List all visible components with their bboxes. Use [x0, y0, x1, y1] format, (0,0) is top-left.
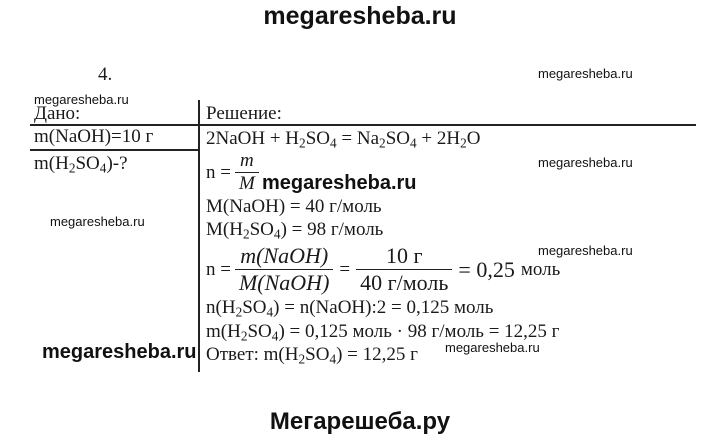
given-mass-naoh: m(NaOH)=10 г — [34, 126, 154, 147]
denominator: M — [235, 172, 259, 195]
watermark: megaresheba.ru — [538, 66, 633, 81]
site-title: megaresheba.ru — [263, 2, 457, 30]
given-rule — [30, 149, 198, 151]
molar-mass-naoh: M(NaOH) = 40 г/моль — [206, 196, 382, 217]
solution-label: Решение: — [206, 103, 282, 124]
watermark: megaresheba.ru — [445, 340, 540, 355]
formula-calculation — [206, 243, 560, 296]
fraction — [356, 243, 452, 296]
fraction — [235, 150, 259, 195]
header-rule — [30, 124, 696, 126]
numerator: m(NaOH) — [240, 243, 329, 268]
watermark: megaresheba.ru — [538, 155, 633, 170]
molar-mass-h2so4: $M(H_2SO_4) = 98$ г/моль — [206, 219, 384, 242]
watermark: megaresheba.ru — [34, 92, 129, 107]
watermark: megaresheba.ru — [50, 214, 145, 229]
reaction-equation: 2NaOH + $H_2SO_4 = Na_2SO_4 + 2H_2O$ — [206, 128, 481, 151]
given-label: Дано: — [34, 103, 81, 124]
watermark-bold: megaresheba.ru — [42, 341, 197, 363]
watermark-bold: megaresheba.ru — [262, 172, 417, 194]
formula-lhs: n = — [206, 161, 231, 183]
result-value: = 0,25 — [458, 256, 515, 282]
denominator: 40 г/моль — [356, 269, 452, 296]
numerator: m — [240, 150, 254, 171]
denominator: M(NaOH) — [235, 269, 333, 296]
numerator: 10 г — [386, 243, 423, 268]
equals-sign: = — [339, 258, 351, 280]
moles-ratio: $n(H_2SO_4)$ = n(NaOH):2 = 0,125 моль — [206, 297, 494, 320]
fraction — [235, 243, 333, 296]
problem-number: 4. — [98, 64, 113, 85]
formula-moles — [206, 150, 259, 195]
mass-calculation: $m(H_2SO_4) = 0,125$ моль · 98 г/моль = 12,25 г — [206, 321, 560, 344]
given-unknown: $m(H_2SO_4)-$? — [34, 153, 128, 176]
formula-lhs: n = — [206, 258, 231, 280]
answer: Ответ: $m(H_2SO_4) = 12,25$ г — [206, 344, 418, 367]
column-divider — [198, 100, 200, 372]
watermark: megaresheba.ru — [538, 243, 633, 258]
result-unit: моль — [520, 258, 561, 280]
site-footer: Мегарешеба.ру — [269, 408, 451, 435]
